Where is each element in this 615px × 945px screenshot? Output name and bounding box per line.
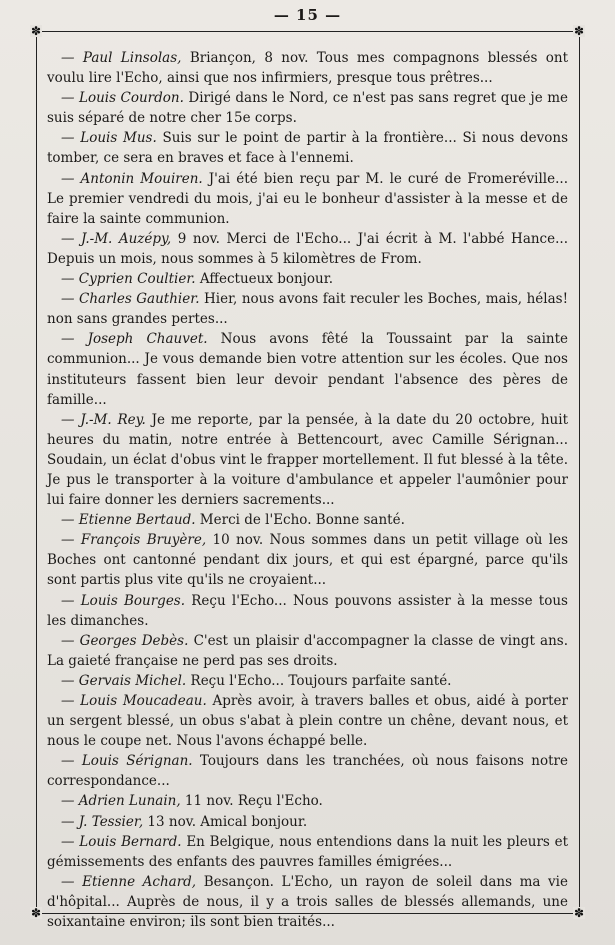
author-name: — J.-M. Auzépy, xyxy=(61,230,172,247)
corner-ornament-icon: ✽ xyxy=(30,906,42,920)
letter-text: Merci de l'Echo. Bonne santé. xyxy=(195,512,405,529)
author-name: — J. Tessier, xyxy=(61,813,144,830)
author-name: — Gervais Michel. xyxy=(61,672,187,689)
top-rule xyxy=(36,31,580,32)
author-name: — François Bruyère, xyxy=(61,532,207,549)
author-name: — J.-M. Rey. xyxy=(61,411,146,428)
letter-text: Reçu l'Echo... Nous pouvons assister à la messe tous les dimanches. xyxy=(47,592,568,629)
letter-entry xyxy=(47,510,568,530)
letter-entry xyxy=(47,229,568,269)
letter-text: En Belgique, nous entendions dans la nuit les pleurs et gémissements des enfants des pauvres familles émigrées... xyxy=(47,833,569,870)
author-name: — Etienne Bertaud. xyxy=(61,512,196,529)
author-name: — Louis Mus. xyxy=(61,130,157,147)
letter-text: C'est un plaisir d'accompagner la classe de vingt ans. La gaieté française ne perd pas ses droits. xyxy=(47,632,568,669)
right-rule xyxy=(579,31,580,913)
letter-text: Briançon, 8 nov. Tous mes compagnons blessés ont voulu lire l'Echo, ainsi que nos infirmiers, presque tous prêtres... xyxy=(47,50,569,87)
letter-entry xyxy=(47,791,568,811)
letter-entry xyxy=(47,631,568,671)
letter-entry xyxy=(47,410,568,510)
page-number: — 15 — xyxy=(273,6,342,24)
author-name: — Antonin Mouiren. xyxy=(61,170,203,187)
letter-text: 11 nov. Reçu l'Echo. xyxy=(180,793,323,810)
author-name: — Louis Bourges. xyxy=(61,592,186,609)
letter-entry xyxy=(47,671,568,691)
author-name: — Georges Debès. xyxy=(61,632,189,649)
letter-entry xyxy=(47,48,568,88)
letter-entry xyxy=(47,812,568,832)
left-rule xyxy=(36,31,37,913)
author-name: — Louis Bernard. xyxy=(61,833,182,850)
letters-column xyxy=(47,48,568,932)
letter-text: 13 nov. Amical bonjour. xyxy=(143,813,308,830)
letter-text: Nous avons fêté la Toussaint par la sainte communion... Je vous demande bien votre attention sur les écoles. Que nos instituteurs fassent bien leur devoir pendant l'absence des pères de famille... xyxy=(47,331,568,408)
author-name: — Adrien Lunain, xyxy=(61,793,181,810)
author-name: — Joseph Chauvet. xyxy=(61,331,208,348)
author-name: — Louis Courdon. xyxy=(61,90,184,107)
letter-text: Hier, nous avons fait reculer les Boches, mais, hélas! non sans grandes pertes... xyxy=(47,291,568,328)
letter-entry xyxy=(47,691,568,751)
corner-ornament-icon: ✽ xyxy=(30,24,42,38)
author-name: — Etienne Achard, xyxy=(61,873,197,890)
letter-entry xyxy=(47,751,568,791)
letter-text: 10 nov. Nous sommes dans un petit village où les Boches ont cantonné pendant dix jours, et qui est épargné, parce qu'ils sont partis plus vite qu'ils ne croyaient... xyxy=(47,532,569,589)
letter-text: 9 nov. Merci de l'Echo... J'ai écrit à M. l'abbé Hance... Depuis un mois, nous sommes à 5 kilomètres de From. xyxy=(47,230,568,267)
author-name: — Louis Moucadeau. xyxy=(61,693,207,709)
letter-entry xyxy=(47,269,568,289)
letter-text: Dirigé dans le Nord, ce n'est pas sans regret que je me suis séparé de notre cher 15e corps. xyxy=(47,90,568,127)
letter-entry xyxy=(47,530,568,590)
author-name: — Cyprien Coultier. xyxy=(61,271,196,288)
author-name: — Charles Gauthier. xyxy=(61,291,200,308)
letter-entry xyxy=(47,872,568,932)
corner-ornament-icon: ✽ xyxy=(573,906,585,920)
letter-entry xyxy=(47,128,568,168)
letter-text: Suis sur le point de partir à la frontière... Si nous devons tomber, ce sera en braves et face à l'ennemi. xyxy=(47,130,568,167)
letter-entry xyxy=(47,169,568,229)
author-name: — Paul Linsolas, xyxy=(61,50,182,66)
letter-entry xyxy=(47,591,568,631)
letter-text: Reçu l'Echo... Toujours parfaite santé. xyxy=(186,672,452,689)
letter-text: J'ai été bien reçu par M. le curé de Fromeréville... Le premier vendredi du mois, j'ai eu le bonheur d'assister à la messe et de faire la sainte communion. xyxy=(47,170,568,227)
letter-text: Je me reporte, par la pensée, à la date du 20 octobre, huit heures du matin, notre entrée à Bettencourt, avec Camille Sérignan... Soudain, un éclat d'obus vint le frapper mortellement. Il fut blessé à la tête. Je pus le transporter à la voiture d'ambulance et appeler l'aumônier pour lui faire donner les derniers sacrements... xyxy=(47,411,568,509)
letter-entry xyxy=(47,329,568,409)
letter-entry xyxy=(47,289,568,329)
letter-text: Besançon. L'Echo, un rayon de soleil dans ma vie d'hôpital... Auprès de nous, il y a trois salles de blessés allemands, une soixantaine environ; ils sont bien traités... xyxy=(47,873,568,931)
letter-entry xyxy=(47,88,568,128)
letter-entry xyxy=(47,832,568,872)
letter-text: Toujours dans les tranchées, où nous faisons notre correspondance... xyxy=(47,753,568,790)
letter-text: Affectueux bonjour. xyxy=(195,271,333,288)
letter-text: Après avoir, à travers balles et obus, aidé à porter un sergent blessé, un obus s'abat à plein contre un chêne, devant nous, et nous le coupe net. Nous l'avons échappé belle. xyxy=(47,693,568,750)
author-name: — Louis Sérignan. xyxy=(61,753,193,770)
corner-ornament-icon: ✽ xyxy=(573,24,585,38)
